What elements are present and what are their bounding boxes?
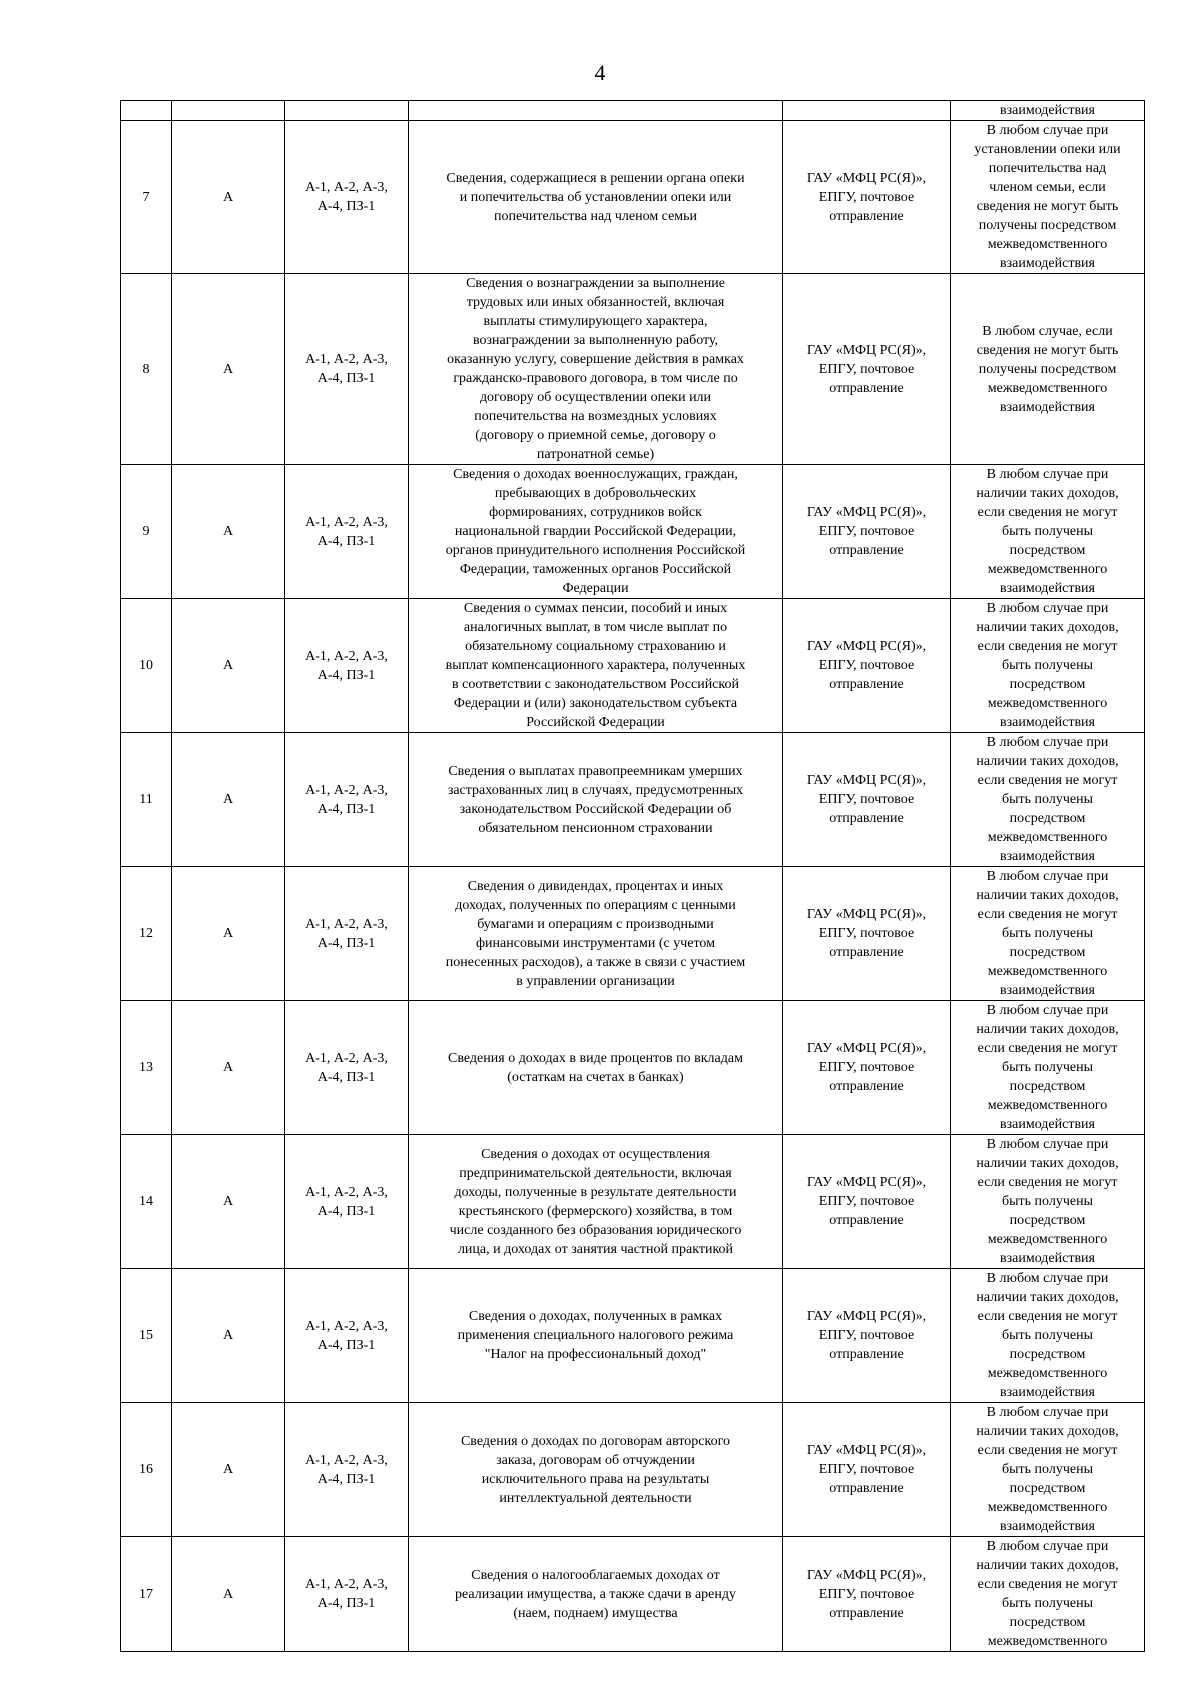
cell-category: А (172, 733, 285, 867)
cell-description: Сведения о доходах в виде процентов по вкладам (остаткам на счетах в банках) (409, 1001, 783, 1135)
cell-condition: В любом случае при наличии таких доходов, если сведения не могут быть получены посредством межведомственного взаимодействия (951, 733, 1145, 867)
cell-category: А (172, 1269, 285, 1403)
cell-description: Сведения о дивидендах, процентах и иных доходах, полученных по операциям с ценными бумагами и операциям с производными финансовыми инструментами (с учетом понесенных расходов), а также в связи с участием в управлении организации (409, 867, 783, 1001)
table-row (121, 274, 1145, 465)
cell-codes: А-1, А-2, А-3, А-4, ПЗ-1 (285, 465, 409, 599)
table-row (121, 599, 1145, 733)
cell-codes: А-1, А-2, А-3, А-4, ПЗ-1 (285, 733, 409, 867)
cell-channels: ГАУ «МФЦ РС(Я)», ЕПГУ, почтовое отправление (783, 1537, 951, 1652)
cell-description: Сведения о доходах военнослужащих, граждан, пребывающих в добровольческих формированиях, сотрудников войск национальной гвардии Российской Федерации, органов принудительного исполнения Российской Федерации, таможенных органов Российской Федерации (409, 465, 783, 599)
cell-category: А (172, 599, 285, 733)
cell-num: 16 (121, 1403, 172, 1537)
cell-num: 17 (121, 1537, 172, 1652)
cell-channels: ГАУ «МФЦ РС(Я)», ЕПГУ, почтовое отправление (783, 121, 951, 274)
page-number: 4 (594, 60, 606, 85)
cell-num: 12 (121, 867, 172, 1001)
cell-channels: ГАУ «МФЦ РС(Я)», ЕПГУ, почтовое отправление (783, 599, 951, 733)
cell-num: 7 (121, 121, 172, 274)
cell-category: А (172, 274, 285, 465)
continuation-text: взаимодействия (999, 102, 1095, 118)
cell-channels: ГАУ «МФЦ РС(Я)», ЕПГУ, почтовое отправление (783, 867, 951, 1001)
cell-num: 14 (121, 1135, 172, 1269)
cell-description (409, 101, 783, 121)
cell-codes: А-1, А-2, А-3, А-4, ПЗ-1 (285, 1269, 409, 1403)
cell-num (121, 101, 172, 121)
cell-condition: В любом случае при наличии таких доходов, если сведения не могут быть получены посредством межведомственного взаимодействия (951, 1269, 1145, 1403)
cell-category (172, 101, 285, 121)
cell-description: Сведения о налогооблагаемых доходах от реализации имущества, а также сдачи в аренду (наем, поднаем) имущества (409, 1537, 783, 1652)
cell-codes: А-1, А-2, А-3, А-4, ПЗ-1 (285, 867, 409, 1001)
cell-num: 9 (121, 465, 172, 599)
table-row (121, 867, 1145, 1001)
cell-condition: В любом случае при наличии таких доходов, если сведения не могут быть получены посредством межведомственного взаимодействия (951, 599, 1145, 733)
cell-description: Сведения о суммах пенсии, пособий и иных аналогичных выплат, в том числе выплат по обязательному социальному страхованию и выплат компенсационного характера, полученных в соответствии с законодательством Российской Федерации и (или) законодательством субъекта Российской Федерации (409, 599, 783, 733)
cell-channels: ГАУ «МФЦ РС(Я)», ЕПГУ, почтовое отправление (783, 1001, 951, 1135)
documents-table (120, 100, 1145, 1652)
table-row (121, 1269, 1145, 1403)
cell-num: 15 (121, 1269, 172, 1403)
cell-description: Сведения о выплатах правопреемникам умерших застрахованных лиц в случаях, предусмотренных законодательством Российской Федерации об обязательном пенсионном страховании (409, 733, 783, 867)
cell-condition: В любом случае при наличии таких доходов, если сведения не могут быть получены посредством межведомственного взаимодействия (951, 1135, 1145, 1269)
cell-category: А (172, 1135, 285, 1269)
cell-codes: А-1, А-2, А-3, А-4, ПЗ-1 (285, 1135, 409, 1269)
cell-codes: А-1, А-2, А-3, А-4, ПЗ-1 (285, 1537, 409, 1652)
cell-category: А (172, 867, 285, 1001)
cell-channels: ГАУ «МФЦ РС(Я)», ЕПГУ, почтовое отправление (783, 1269, 951, 1403)
cell-condition: В любом случае при установлении опеки или попечительства над членом семьи, если сведения не могут быть получены посредством межведомственного взаимодействия (951, 121, 1145, 274)
cell-codes (285, 101, 409, 121)
cell-num: 10 (121, 599, 172, 733)
cell-condition: В любом случае при наличии таких доходов, если сведения не могут быть получены посредством межведомственного взаимодействия (951, 1001, 1145, 1135)
cell-num: 11 (121, 733, 172, 867)
cell-category: А (172, 1001, 285, 1135)
cell-description: Сведения, содержащиеся в решении органа опеки и попечительства об установлении опеки или попечительства над членом семьи (409, 121, 783, 274)
table-row (121, 465, 1145, 599)
cell-num: 13 (121, 1001, 172, 1135)
cell-condition: В любом случае при наличии таких доходов, если сведения не могут быть получены посредством межведомственного взаимодействия (951, 867, 1145, 1001)
cell-condition (951, 101, 1145, 121)
table-row (121, 1403, 1145, 1537)
table-row-continuation (121, 101, 1145, 121)
table-row (121, 1001, 1145, 1135)
cell-num: 8 (121, 274, 172, 465)
cell-channels: ГАУ «МФЦ РС(Я)», ЕПГУ, почтовое отправление (783, 465, 951, 599)
cell-description: Сведения о вознаграждении за выполнение трудовых или иных обязанностей, включая выплаты стимулирующего характера, вознаграждении за выполненную работу, оказанную услугу, совершение действия в рамках гражданско-правового договора, в том числе по договору об осуществлении опеки или попечительства на возмездных условиях (договору о приемной семье, договору о патронатной семье) (409, 274, 783, 465)
cell-condition: В любом случае при наличии таких доходов, если сведения не могут быть получены посредством межведомственного взаимодействия (951, 465, 1145, 599)
cell-codes: А-1, А-2, А-3, А-4, ПЗ-1 (285, 599, 409, 733)
cell-description: Сведения о доходах от осуществления предпринимательской деятельности, включая доходы, полученные в результате деятельности крестьянского (фермерского) хозяйства, в том числе созданного без образования юридического лица, и доходах от занятия частной практикой (409, 1135, 783, 1269)
cell-channels: ГАУ «МФЦ РС(Я)», ЕПГУ, почтовое отправление (783, 733, 951, 867)
cell-description: Сведения о доходах, полученных в рамках применения специального налогового режима "Налог на профессиональный доход" (409, 1269, 783, 1403)
cell-channels: ГАУ «МФЦ РС(Я)», ЕПГУ, почтовое отправление (783, 1135, 951, 1269)
table-row (121, 1135, 1145, 1269)
cell-codes: А-1, А-2, А-3, А-4, ПЗ-1 (285, 121, 409, 274)
cell-channels: ГАУ «МФЦ РС(Я)», ЕПГУ, почтовое отправление (783, 1403, 951, 1537)
cell-condition: В любом случае, если сведения не могут быть получены посредством межведомственного взаимодействия (951, 274, 1145, 465)
cell-condition: В любом случае при наличии таких доходов, если сведения не могут быть получены посредством межведомственного (951, 1537, 1145, 1652)
cell-channels: ГАУ «МФЦ РС(Я)», ЕПГУ, почтовое отправление (783, 274, 951, 465)
cell-category: А (172, 1403, 285, 1537)
cell-category: А (172, 465, 285, 599)
cell-category: А (172, 121, 285, 274)
cell-codes: А-1, А-2, А-3, А-4, ПЗ-1 (285, 1001, 409, 1135)
cell-description: Сведения о доходах по договорам авторского заказа, договорам об отчуждении исключительного права на результаты интеллектуальной деятельности (409, 1403, 783, 1537)
table-row (121, 733, 1145, 867)
cell-channels (783, 101, 951, 121)
table-row (121, 1537, 1145, 1652)
cell-codes: А-1, А-2, А-3, А-4, ПЗ-1 (285, 274, 409, 465)
cell-codes: А-1, А-2, А-3, А-4, ПЗ-1 (285, 1403, 409, 1537)
table-row (121, 121, 1145, 274)
cell-condition: В любом случае при наличии таких доходов, если сведения не могут быть получены посредством межведомственного взаимодействия (951, 1403, 1145, 1537)
cell-category: А (172, 1537, 285, 1652)
